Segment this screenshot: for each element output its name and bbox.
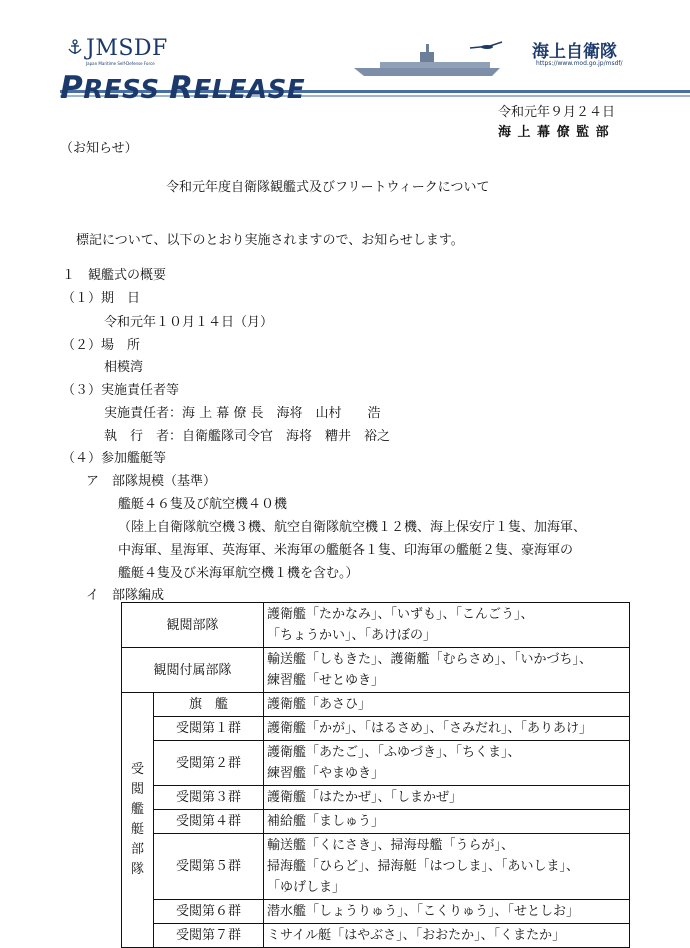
table-row	[122, 603, 630, 648]
flagship-ships: 護衛艦「あさひ」	[264, 693, 630, 717]
unit-organization-table	[121, 602, 630, 948]
issuer: 海 上 幕 僚 監 部	[498, 125, 610, 140]
release-date: 令和元年９月２４日	[498, 105, 616, 120]
section-1-3-heading: （３）実施責任者等	[62, 383, 180, 398]
executing-officer: 執 行 者：自衛艦隊司令官 海将 糟井 裕之	[104, 429, 391, 444]
logo-text: JMSDF	[86, 36, 168, 61]
intro-text: 標記について、以下のとおり実施されますので、お知らせします。	[76, 233, 464, 248]
group-1-label: 受閲第１群	[154, 717, 264, 741]
date-value: 令和元年１０月１４日（月）	[104, 315, 274, 330]
review-group-label: 観閲部隊	[122, 603, 264, 648]
jmsdf-japanese-name: 海上自衛隊	[532, 42, 617, 62]
responsible-officer: 実施責任者：海 上 幕 僚 長 海将 山村 浩	[104, 406, 381, 421]
table-row	[122, 717, 630, 741]
press-release-title: PRESS RELEASE	[60, 70, 306, 106]
attached-group-label: 観閲付属部隊	[122, 648, 264, 693]
logo-subtitle: Japan Maritime Self-Defense Force	[86, 61, 155, 66]
table-row	[122, 786, 630, 810]
group-7-label: 受閲第７群	[154, 924, 264, 948]
unit-scale-summary: 艦艇４６隻及び航空機４０機	[118, 497, 288, 512]
section-1-4-i-heading: イ 部隊編成	[86, 588, 165, 603]
table-row	[122, 924, 630, 948]
section-1-2-heading: （２）場 所	[62, 338, 141, 353]
section-1-1-heading: （１）期 日	[62, 291, 141, 306]
notice-label: （お知らせ）	[60, 141, 138, 156]
group-4-label: 受閲第４群	[154, 810, 264, 834]
section-1-4-heading: （４）参加艦艇等	[62, 451, 167, 466]
group-6-ships: 潜水艦「しょうりゅう」、「こくりゅう」、「せとしお」	[264, 900, 630, 924]
unit-scale-detail-2: 中海軍、星海軍、英海軍、米海軍の艦艇各１隻、印海軍の艦艇２隻、豪海軍の	[118, 543, 574, 558]
group-5-label: 受閲第５群	[154, 834, 264, 900]
section-1-4-a-heading: ア 部隊規模（基準）	[86, 474, 217, 489]
table-row	[122, 693, 630, 717]
flagship-label: 旗 艦	[154, 693, 264, 717]
table-row	[122, 741, 630, 786]
group-3-ships: 護衛艦「はたかぜ」、「しまかぜ」	[264, 786, 630, 810]
unit-scale-detail-1: （陸上自衛隊航空機３機、航空自衛隊航空機１２機、海上保安庁１隻、加海軍、	[118, 520, 587, 535]
anchor-emblem-icon	[66, 38, 84, 56]
group-5-ships: 輸送艦「くにさき」、掃海母艦「うらが」、 掃海艦「ひらど」、掃海艇「はつしま」、「あいしま」、 「ゆげしま」	[264, 834, 630, 900]
review-group-ships: 護衛艦「たかなみ」、「いずも」、「こんごう」、 「ちょうかい」、「あけぼの」	[264, 603, 630, 648]
place-value: 相模湾	[104, 360, 144, 375]
jmsdf-url: https://www.mod.go.jp/msdf/	[536, 60, 623, 67]
attached-group-ships: 輸送艦「しもきた」、護衛艦「むらさめ」、「いかづち」、 練習艦「せとゆき」	[264, 648, 630, 693]
press-release-header	[0, 0, 690, 106]
group-2-ships: 護衛艦「あたご」、「ふゆづき」、「ちくま」、 練習艦「やまゆき」	[264, 741, 630, 786]
unit-scale-detail-3: 艦艇４隻及び米海軍航空機１機を含む。）	[118, 566, 359, 581]
table-row	[122, 810, 630, 834]
table-row	[122, 900, 630, 924]
table-row	[122, 648, 630, 693]
section-1-heading: １ 観艦式の概要	[62, 268, 167, 283]
group-4-ships: 補給艦「ましゅう」	[264, 810, 630, 834]
group-1-ships: 護衛艦「かが」、「はるさめ」、「さみだれ」、「ありあけ」	[264, 717, 630, 741]
group-7-ships: ミサイル艇「はやぶさ」、「おおたか」、「くまたか」	[264, 924, 630, 948]
group-2-label: 受閲第２群	[154, 741, 264, 786]
group-6-label: 受閲第６群	[154, 900, 264, 924]
table-row	[122, 834, 630, 900]
document-title: 令和元年度自衛隊観艦式及びフリートウィークについて	[166, 180, 490, 195]
group-3-label: 受閲第３群	[154, 786, 264, 810]
reviewed-units-label: 受 閲 艦 艇 部 隊	[122, 693, 154, 948]
